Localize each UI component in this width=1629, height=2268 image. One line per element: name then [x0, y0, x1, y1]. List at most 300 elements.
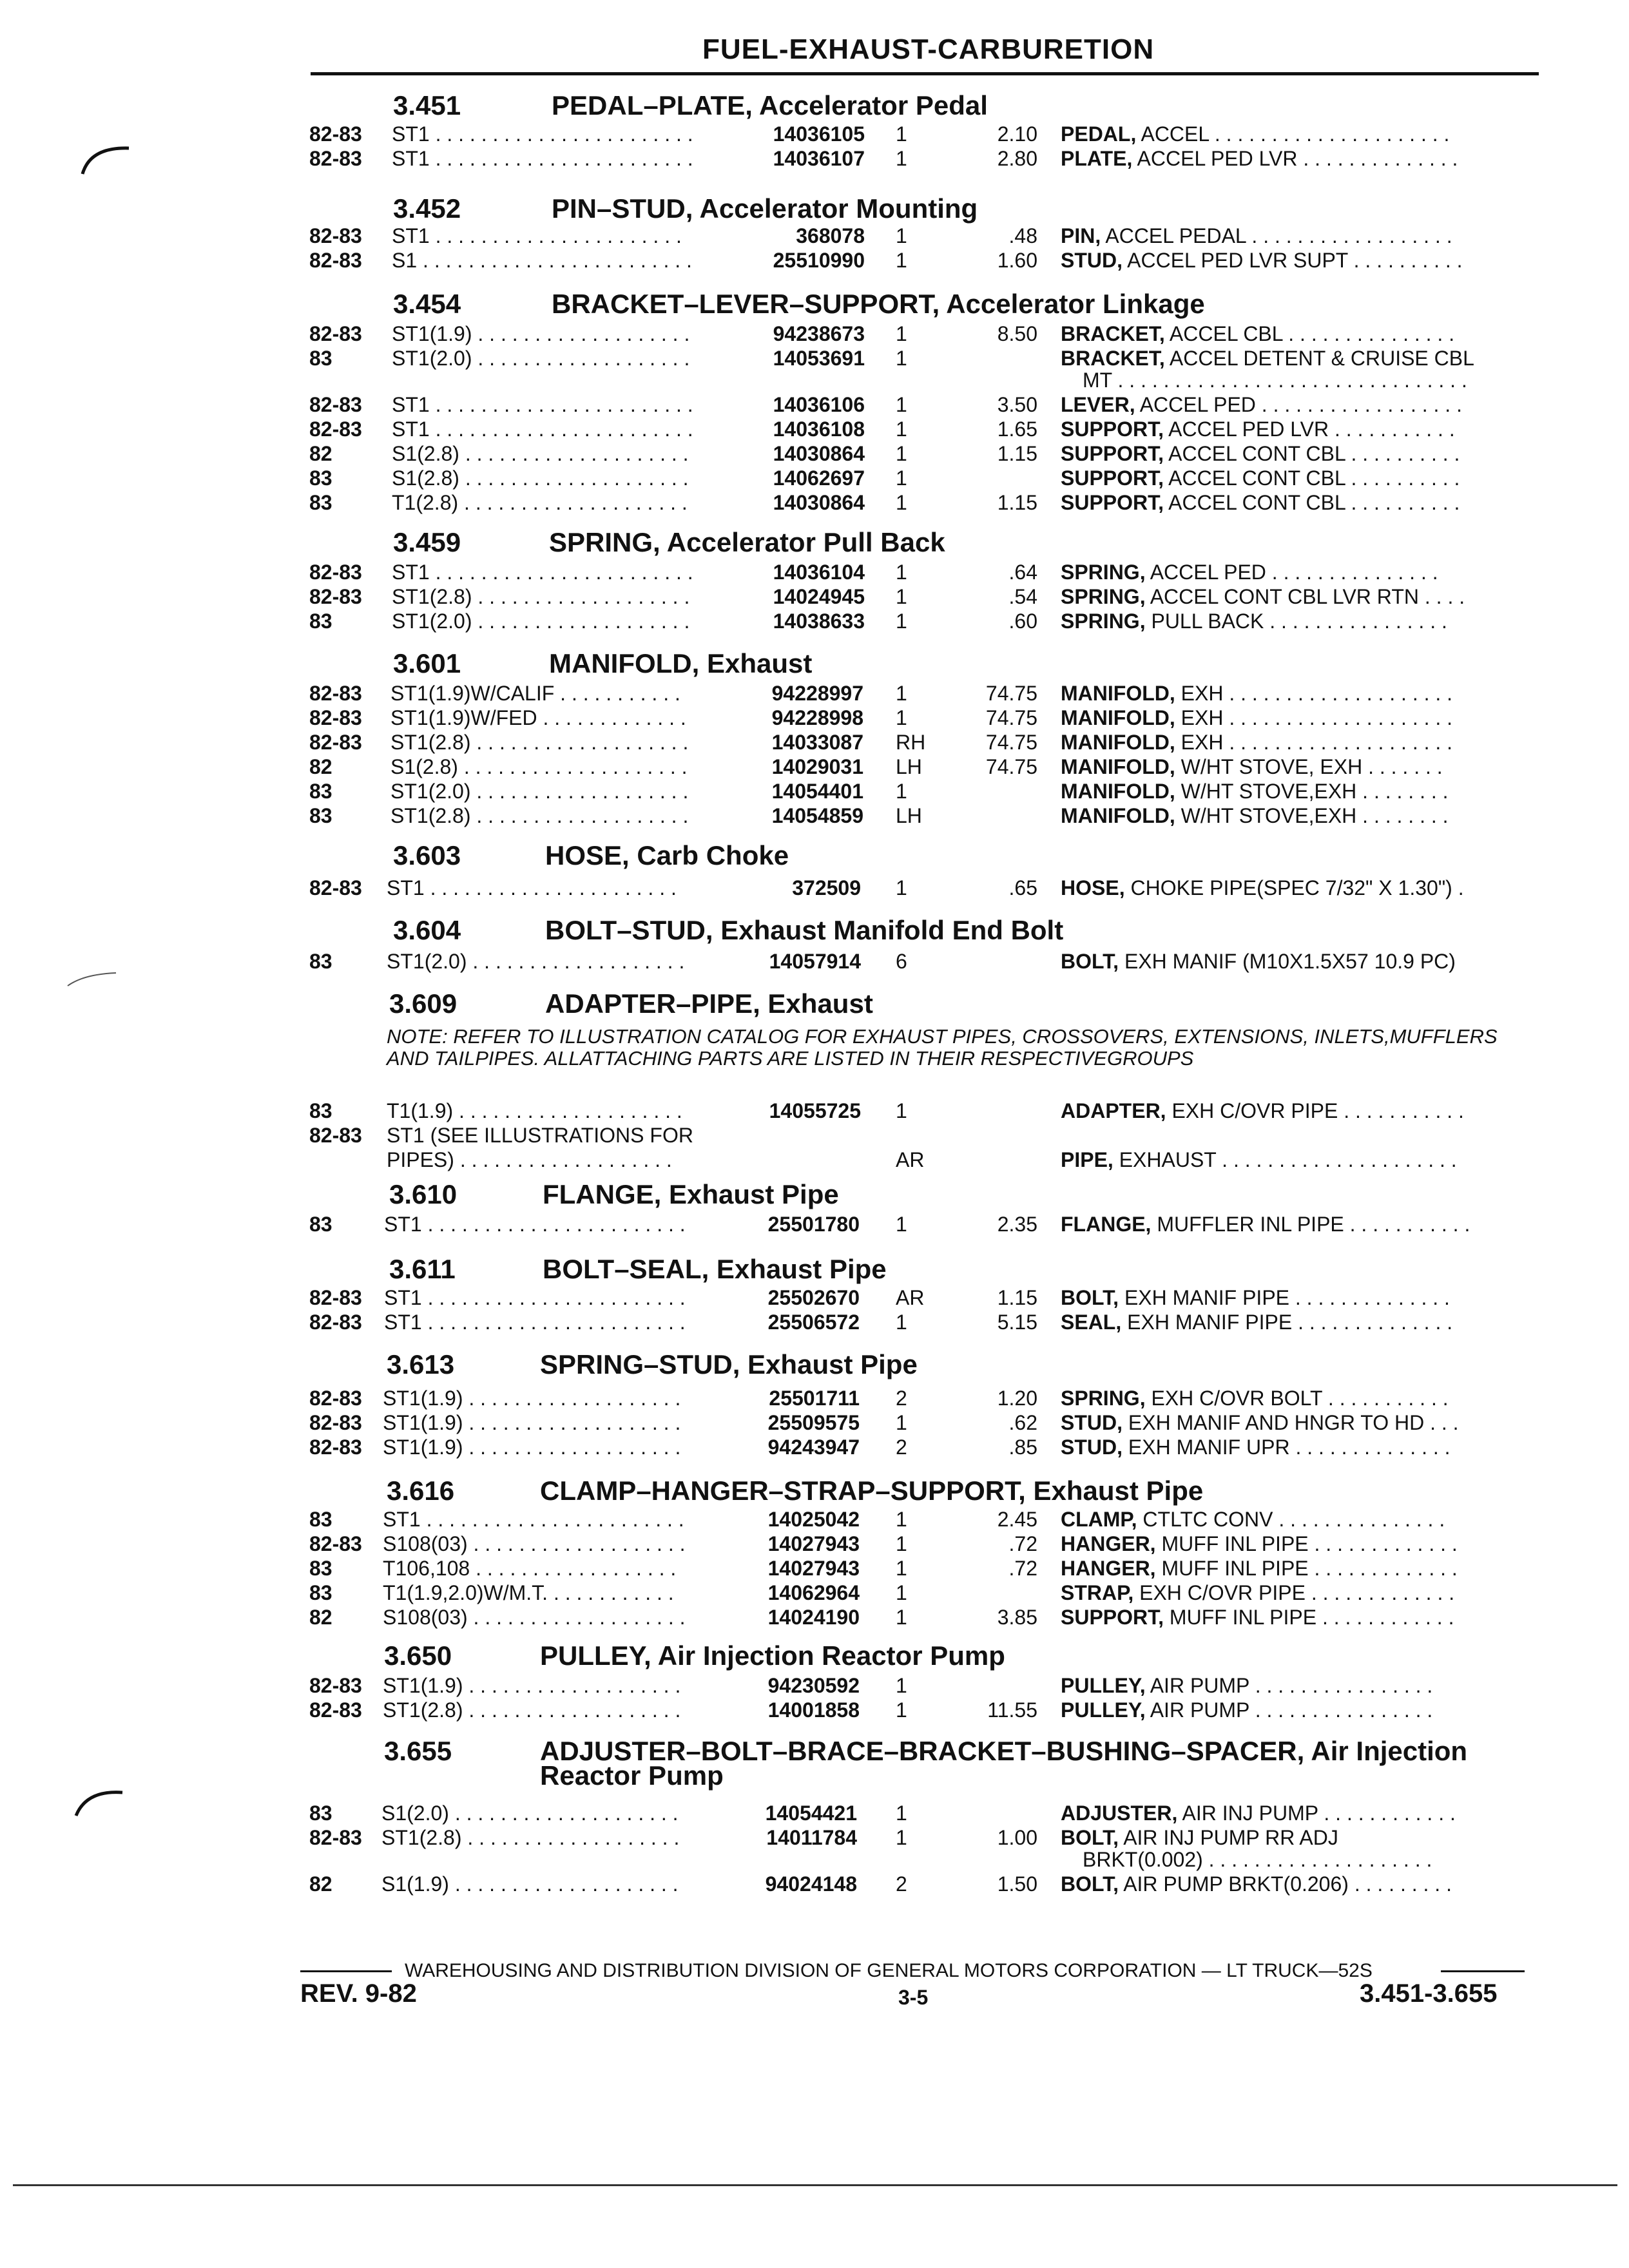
description-noun: MANIFOLD, [1061, 780, 1175, 803]
description [1061, 1148, 1629, 1172]
footer-division-text: WAREHOUSING AND DISTRIBUTION DIVISION OF GENERAL MOTORS CORPORATION — LT TRUCK—52S [405, 1960, 1373, 1981]
part-row [0, 393, 1629, 418]
section-title: BRACKET–LEVER–SUPPORT, Accelerator Linkage [552, 289, 1205, 319]
part-number: 14038633 [773, 610, 865, 633]
description-detail: ACCEL PED . . . . . . . . . . . . . . . [1145, 561, 1438, 584]
quantity: 1 [896, 466, 907, 490]
part-row [0, 610, 1629, 634]
description [1061, 755, 1629, 779]
header-rule [311, 72, 1539, 75]
part-row [0, 224, 1629, 249]
description-detail: EXH . . . . . . . . . . . . . . . . . . . . [1175, 731, 1453, 754]
description [1061, 491, 1629, 515]
price: 3.50 [997, 393, 1037, 416]
application: ST1(1.9) . . . . . . . . . . . . . . . . . . . [383, 1411, 681, 1434]
model-year: 82-83 [309, 249, 362, 272]
part-row [0, 1286, 1629, 1311]
description-detail: EXH . . . . . . . . . . . . . . . . . . . . [1175, 706, 1453, 729]
description-detail: EXH MANIF (M10X1.5X57 10.9 PC) [1119, 950, 1456, 973]
part-number: 25501711 [769, 1387, 860, 1410]
quantity: 1 [896, 418, 907, 441]
description-noun: STUD, [1061, 249, 1123, 272]
description-noun: BRACKET, [1061, 347, 1165, 370]
description [1061, 466, 1629, 490]
price: 2.10 [997, 122, 1037, 146]
application: ST1(2.8) . . . . . . . . . . . . . . . . . . . [381, 1826, 680, 1849]
price: .60 [1008, 610, 1037, 633]
description-detail: CHOKE PIPE(SPEC 7/32" X 1.30") . [1124, 876, 1464, 899]
model-year: 82-83 [309, 876, 362, 899]
description [1061, 1872, 1629, 1896]
application: S1(1.9) . . . . . . . . . . . . . . . . . . . . [381, 1872, 679, 1896]
model-year: 82-83 [309, 706, 362, 729]
description-noun: SUPPORT, [1061, 418, 1164, 441]
description-detail: AIR PUMP . . . . . . . . . . . . . . . . [1145, 1698, 1433, 1722]
application: ST1 . . . . . . . . . . . . . . . . . . . . . . . [392, 418, 693, 441]
part-row [0, 1698, 1629, 1723]
price: 1.00 [997, 1826, 1037, 1849]
description-noun: HANGER, [1061, 1532, 1156, 1555]
description-noun: HOSE, [1061, 876, 1125, 899]
quantity: 1 [896, 249, 907, 272]
section-title: HOSE, Carb Choke [545, 840, 789, 870]
footer-rule-left [300, 1970, 392, 1972]
description-noun: SUPPORT, [1061, 1606, 1164, 1629]
part-row [0, 804, 1629, 829]
description [1061, 347, 1629, 370]
description-detail: EXH MANIF PIPE . . . . . . . . . . . . . . [1121, 1311, 1453, 1334]
part-row [0, 1826, 1629, 1850]
application: S108(03) . . . . . . . . . . . . . . . . . . . [383, 1606, 686, 1629]
price: .65 [1008, 876, 1037, 899]
description-detail: W/HT STOVE,EXH . . . . . . . . [1175, 780, 1449, 803]
part-number: 14054401 [771, 780, 863, 803]
price: 1.15 [997, 1286, 1037, 1309]
description-noun: BOLT, [1061, 950, 1119, 973]
price: .64 [1008, 561, 1037, 584]
description-noun: BRACKET, [1061, 322, 1165, 345]
quantity: 1 [896, 610, 907, 633]
model-year: 82-83 [309, 1826, 362, 1849]
section-title: SPRING, Accelerator Pull Back [549, 527, 945, 557]
description [1061, 1557, 1629, 1581]
application: ST1(1.9) . . . . . . . . . . . . . . . . . . . [383, 1674, 681, 1697]
description [1061, 950, 1629, 974]
part-row [0, 682, 1629, 706]
application: ST1 . . . . . . . . . . . . . . . . . . . . . . . [392, 561, 693, 584]
description [1061, 1099, 1629, 1123]
section-number: 3.611 [389, 1254, 456, 1284]
quantity: 1 [896, 1311, 907, 1334]
description-noun: PLATE, [1061, 147, 1133, 170]
description [1061, 393, 1629, 417]
quantity: 1 [896, 322, 907, 345]
page-header-title: FUEL-EXHAUST-CARBURETION [702, 34, 1155, 65]
price: 11.55 [987, 1698, 1037, 1722]
model-year: 82 [309, 755, 333, 778]
application: S1(2.8) . . . . . . . . . . . . . . . . . . . . [390, 755, 688, 778]
model-year: 83 [309, 950, 333, 973]
application: ST1(1.9) . . . . . . . . . . . . . . . . . . . [383, 1436, 681, 1459]
application: ST1(2.0) . . . . . . . . . . . . . . . . . . . [387, 950, 685, 973]
section-title: BOLT–SEAL, Exhaust Pipe [543, 1254, 887, 1284]
section-number: 3.459 [393, 527, 461, 557]
revision-label: REV. 9-82 [300, 1979, 417, 2008]
application: ST1(1.9) . . . . . . . . . . . . . . . . . . . [392, 322, 690, 345]
application: S1 . . . . . . . . . . . . . . . . . . . . . . . . [392, 249, 692, 272]
model-year: 82-83 [309, 1532, 362, 1555]
description-detail: ACCEL CBL . . . . . . . . . . . . . . . [1164, 322, 1455, 345]
part-number: 14062964 [767, 1581, 860, 1604]
part-row [0, 1099, 1629, 1124]
part-row [0, 561, 1629, 585]
part-number: 14025042 [767, 1508, 860, 1531]
part-number: 14024190 [767, 1606, 860, 1629]
model-year: 83 [309, 1581, 333, 1604]
section-title: MANIFOLD, Exhaust [549, 648, 813, 678]
description-detail: ACCEL CONT CBL . . . . . . . . . . [1164, 466, 1460, 490]
application: ST1 . . . . . . . . . . . . . . . . . . . . . . [392, 224, 682, 247]
model-year: 82 [309, 1872, 333, 1896]
description [1061, 1286, 1629, 1310]
application: ST1(2.0) . . . . . . . . . . . . . . . . . . . [390, 780, 689, 803]
part-number: 14054421 [765, 1802, 857, 1825]
price: 74.75 [985, 731, 1037, 754]
part-row [0, 585, 1629, 610]
description-detail: EXH . . . . . . . . . . . . . . . . . . . . [1175, 682, 1453, 705]
quantity: 1 [896, 1674, 907, 1697]
description-detail: MUFFLER INL PIPE . . . . . . . . . . . [1151, 1213, 1470, 1236]
description-noun: SPRING, [1061, 561, 1146, 584]
description-noun: SPRING, [1061, 610, 1146, 633]
description-noun: SUPPORT, [1061, 491, 1164, 514]
section-number: 3.451 [393, 90, 461, 120]
price: 74.75 [985, 706, 1037, 729]
part-row [0, 1557, 1629, 1581]
section-title: PULLEY, Air Injection Reactor Pump [540, 1640, 1005, 1671]
part-row [0, 442, 1629, 466]
application: ST1(2.8) . . . . . . . . . . . . . . . . . . . [390, 804, 689, 827]
part-row [0, 147, 1629, 171]
section-number: 3.616 [387, 1475, 455, 1506]
application: ST1 . . . . . . . . . . . . . . . . . . . . . . . [392, 122, 693, 146]
description [1061, 418, 1629, 441]
quantity: 1 [896, 224, 907, 247]
part-row [0, 1532, 1629, 1557]
description [1061, 224, 1629, 248]
section-number: 3.610 [389, 1179, 458, 1209]
section-number: 3.601 [393, 648, 461, 678]
description [1061, 249, 1629, 273]
model-year: 82-83 [309, 1387, 362, 1410]
section-number: 3.604 [393, 915, 461, 945]
description [1061, 1581, 1629, 1605]
part-number: 94230592 [767, 1674, 860, 1697]
price: 1.15 [997, 491, 1037, 514]
price: .54 [1008, 585, 1037, 608]
section-number: 3.603 [393, 840, 461, 870]
model-year: 83 [309, 1802, 333, 1825]
model-year: 82-83 [309, 122, 362, 146]
description [1061, 1436, 1629, 1459]
quantity: LH [896, 804, 922, 827]
part-number: 14036106 [773, 393, 865, 416]
description-detail: W/HT STOVE, EXH . . . . . . . [1175, 755, 1443, 778]
quantity: 1 [896, 347, 907, 370]
part-number: 14036105 [773, 122, 865, 146]
part-row [0, 876, 1629, 901]
description-noun: MANIFOLD, [1061, 731, 1175, 754]
description-detail: EXH MANIF UPR . . . . . . . . . . . . . . [1123, 1436, 1451, 1459]
application: ST1 . . . . . . . . . . . . . . . . . . . . . . . [384, 1311, 686, 1334]
quantity: 1 [896, 1099, 907, 1122]
part-row [0, 755, 1629, 780]
part-row [0, 1213, 1629, 1237]
part-number: 14027943 [767, 1557, 860, 1580]
model-year: 82-83 [309, 322, 362, 345]
part-number: 94238673 [773, 322, 865, 345]
part-number: 14033087 [771, 731, 863, 754]
description-detail: ACCEL CONT CBL LVR RTN . . . . [1145, 585, 1465, 608]
model-year: 82-83 [309, 731, 362, 754]
description-detail: MUFF INL PIPE . . . . . . . . . . . . [1164, 1606, 1454, 1629]
application: T106,108 . . . . . . . . . . . . . . . . . . [383, 1557, 677, 1580]
scan-edge-rule [13, 2184, 1617, 2186]
description [1061, 561, 1629, 584]
application: ST1(2.0) . . . . . . . . . . . . . . . . . . . [392, 347, 690, 370]
part-row [0, 249, 1629, 273]
section-number: 3.454 [393, 289, 461, 319]
model-year: 82-83 [309, 224, 362, 247]
quantity: 2 [896, 1872, 907, 1896]
description-noun: STRAP, [1061, 1581, 1134, 1604]
description-detail: ACCEL DETENT & CRUISE CBL [1164, 347, 1474, 370]
binder-hole-mark [64, 966, 122, 992]
description [1061, 442, 1629, 466]
part-row [0, 1872, 1629, 1897]
section-title: PIN–STUD, Accelerator Mounting [552, 193, 978, 224]
section-number: 3.613 [387, 1349, 455, 1379]
description-detail: AIR INJ PUMP . . . . . . . . . . . . [1177, 1802, 1456, 1825]
model-year: 82-83 [309, 1674, 362, 1697]
part-row [0, 1802, 1629, 1826]
description-noun: FLANGE, [1061, 1213, 1152, 1236]
binder-hole-mark [77, 135, 135, 180]
part-number: 94228997 [771, 682, 863, 705]
part-number: 14036107 [773, 147, 865, 170]
part-number: 94243947 [767, 1436, 860, 1459]
part-row [0, 780, 1629, 804]
part-row [0, 1508, 1629, 1532]
model-year: 82-83 [309, 418, 362, 441]
quantity: 1 [896, 147, 907, 170]
description-detail: ACCEL PED . . . . . . . . . . . . . . . . . . [1135, 393, 1462, 416]
quantity: 1 [896, 1581, 907, 1604]
part-number: 14024945 [773, 585, 865, 608]
description [1061, 1826, 1629, 1850]
part-number: 14053691 [773, 347, 865, 370]
price: 2.80 [997, 147, 1037, 170]
model-year: 83 [309, 491, 333, 514]
description-noun: ADAPTER, [1061, 1099, 1166, 1122]
description [1061, 1411, 1629, 1435]
application: ST1 . . . . . . . . . . . . . . . . . . . . . . . [384, 1213, 686, 1236]
description-detail: EXHAUST . . . . . . . . . . . . . . . . . . . . . [1113, 1148, 1457, 1171]
description [1061, 804, 1629, 828]
price: 5.15 [997, 1311, 1037, 1334]
description-noun: STUD, [1061, 1411, 1123, 1434]
price: 74.75 [985, 682, 1037, 705]
quantity: 1 [896, 122, 907, 146]
description-continued: MT . . . . . . . . . . . . . . . . . . . . . . . . . . . . . . . [1083, 369, 1467, 392]
description-noun: PEDAL, [1061, 122, 1137, 146]
description [1061, 706, 1629, 730]
part-number: 94228998 [771, 706, 863, 729]
price: .72 [1008, 1557, 1037, 1580]
description-noun: SPRING, [1061, 1387, 1146, 1410]
section-title: CLAMP–HANGER–STRAP–SUPPORT, Exhaust Pipe [540, 1475, 1204, 1506]
description [1061, 1387, 1629, 1410]
page-number: 3-5 [898, 1986, 929, 2009]
model-year: 82-83 [309, 147, 362, 170]
section-title: ADAPTER–PIPE, Exhaust [545, 988, 873, 1019]
price: 1.15 [997, 442, 1037, 465]
description-detail: ACCEL . . . . . . . . . . . . . . . . . . . . . [1136, 122, 1450, 146]
part-number: 14036104 [773, 561, 865, 584]
quantity: 1 [896, 1213, 907, 1236]
description [1061, 731, 1629, 754]
description-noun: MANIFOLD, [1061, 804, 1175, 827]
part-number: 368078 [796, 224, 865, 247]
section-title: ADJUSTER–BOLT–BRACE–BRACKET–BUSHING–SPACER, Air Injection [540, 1736, 1468, 1766]
application: ST1(2.8) . . . . . . . . . . . . . . . . . . . [392, 585, 690, 608]
model-year: 83 [309, 1099, 333, 1122]
description-noun: SUPPORT, [1061, 466, 1164, 490]
model-year: 83 [309, 804, 333, 827]
model-year: 82-83 [309, 1436, 362, 1459]
description-noun: BOLT, [1061, 1826, 1119, 1849]
application: ST1 . . . . . . . . . . . . . . . . . . . . . . [387, 876, 677, 899]
description-noun: MANIFOLD, [1061, 682, 1175, 705]
model-year: 82-83 [309, 561, 362, 584]
part-number: 14027943 [767, 1532, 860, 1555]
part-row [0, 1311, 1629, 1335]
description [1061, 1508, 1629, 1532]
part-row [0, 1674, 1629, 1698]
part-number: 372509 [792, 876, 861, 899]
application: ST1 . . . . . . . . . . . . . . . . . . . . . . . [383, 1508, 684, 1531]
description-detail: AIR PUMP . . . . . . . . . . . . . . . . [1145, 1674, 1433, 1697]
section-note: NOTE: REFER TO ILLUSTRATION CATALOG FOR EXHAUST PIPES, CROSSOVERS, EXTENSIONS, INLETS,MUFFLERS AND TAILPIPES. ALLATTACHING PARTS ARE LISTED IN THEIR RESPECTIVEGROUPS [387, 1025, 1498, 1070]
price: .48 [1008, 224, 1037, 247]
description-noun: ADJUSTER, [1061, 1802, 1178, 1825]
part-number: 14057914 [769, 950, 861, 973]
quantity: 1 [896, 1698, 907, 1722]
price: .62 [1008, 1411, 1037, 1434]
part-number: 25506572 [767, 1311, 860, 1334]
model-year: 82-83 [309, 1124, 362, 1147]
part-number: 14062697 [773, 466, 865, 490]
quantity: 1 [896, 1802, 907, 1825]
quantity: 1 [896, 585, 907, 608]
description-detail: ACCEL PED LVR SUPT . . . . . . . . . . [1123, 249, 1463, 272]
price: 1.50 [997, 1872, 1037, 1896]
description [1061, 1606, 1629, 1629]
description [1061, 585, 1629, 609]
quantity: 2 [896, 1387, 907, 1410]
part-number: 14036108 [773, 418, 865, 441]
quantity: 1 [896, 491, 907, 514]
application: ST1 . . . . . . . . . . . . . . . . . . . . . . . [384, 1286, 686, 1309]
model-year: 82-83 [309, 585, 362, 608]
model-year: 82 [309, 1606, 333, 1629]
application: ST1(2.8) . . . . . . . . . . . . . . . . . . . [383, 1698, 681, 1722]
description-detail: ACCEL CONT CBL . . . . . . . . . . [1164, 442, 1460, 465]
model-year: 82-83 [309, 393, 362, 416]
part-row [0, 347, 1629, 371]
part-number: 14011784 [766, 1826, 857, 1849]
quantity: 1 [896, 561, 907, 584]
description [1061, 1698, 1629, 1722]
application: ST1(1.9) . . . . . . . . . . . . . . . . . . . [383, 1387, 681, 1410]
section-title: BOLT–STUD, Exhaust Manifold End Bolt [545, 915, 1064, 945]
description-noun: STUD, [1061, 1436, 1123, 1459]
quantity: 1 [896, 1606, 907, 1629]
description [1061, 122, 1629, 146]
model-year: 83 [309, 780, 333, 803]
description-detail: EXH C/OVR BOLT . . . . . . . . . . . [1145, 1387, 1449, 1410]
description-noun: SPRING, [1061, 585, 1146, 608]
quantity: LH [896, 755, 922, 778]
description-noun: SEAL, [1061, 1311, 1122, 1334]
price: .85 [1008, 1436, 1037, 1459]
description-detail: CTLTC CONV . . . . . . . . . . . . . . . [1137, 1508, 1445, 1531]
part-row [0, 1148, 1629, 1173]
quantity: 1 [896, 1826, 907, 1849]
application: ST1(1.9)W/FED . . . . . . . . . . . . . [390, 706, 686, 729]
description-noun: HANGER, [1061, 1557, 1156, 1580]
section-number: 3.655 [384, 1736, 452, 1766]
section-range: 3.451-3.655 [1360, 1979, 1498, 2008]
quantity: 2 [896, 1436, 907, 1459]
quantity: 1 [896, 1411, 907, 1434]
section-title: PEDAL–PLATE, Accelerator Pedal [552, 90, 988, 120]
description [1061, 1532, 1629, 1556]
model-year: 82-83 [309, 682, 362, 705]
price: .72 [1008, 1532, 1037, 1555]
part-row [0, 706, 1629, 731]
quantity: 1 [896, 393, 907, 416]
description-detail: EXH MANIF PIPE . . . . . . . . . . . . . . [1119, 1286, 1450, 1309]
application: T1(1.9) . . . . . . . . . . . . . . . . . . . . [387, 1099, 682, 1122]
description [1061, 780, 1629, 803]
application: ST1 (SEE ILLUSTRATIONS FOR [387, 1124, 693, 1147]
description-detail: EXH C/OVR PIPE . . . . . . . . . . . . . [1133, 1581, 1455, 1604]
description [1061, 1802, 1629, 1825]
description [1061, 1674, 1629, 1698]
description-detail: EXH C/OVR PIPE . . . . . . . . . . . [1166, 1099, 1464, 1122]
binder-hole-mark [71, 1778, 129, 1823]
application: S1(2.0) . . . . . . . . . . . . . . . . . . . . [381, 1802, 679, 1825]
description-detail: ACCEL PED LVR . . . . . . . . . . . [1164, 418, 1455, 441]
description-noun: CLAMP, [1061, 1508, 1137, 1531]
price: 74.75 [985, 755, 1037, 778]
description [1061, 682, 1629, 706]
section-title: SPRING–STUD, Exhaust Pipe [540, 1349, 918, 1379]
application: ST1(2.0) . . . . . . . . . . . . . . . . . . . [392, 610, 690, 633]
price: 1.20 [997, 1387, 1037, 1410]
description-noun: PULLEY, [1061, 1674, 1146, 1697]
